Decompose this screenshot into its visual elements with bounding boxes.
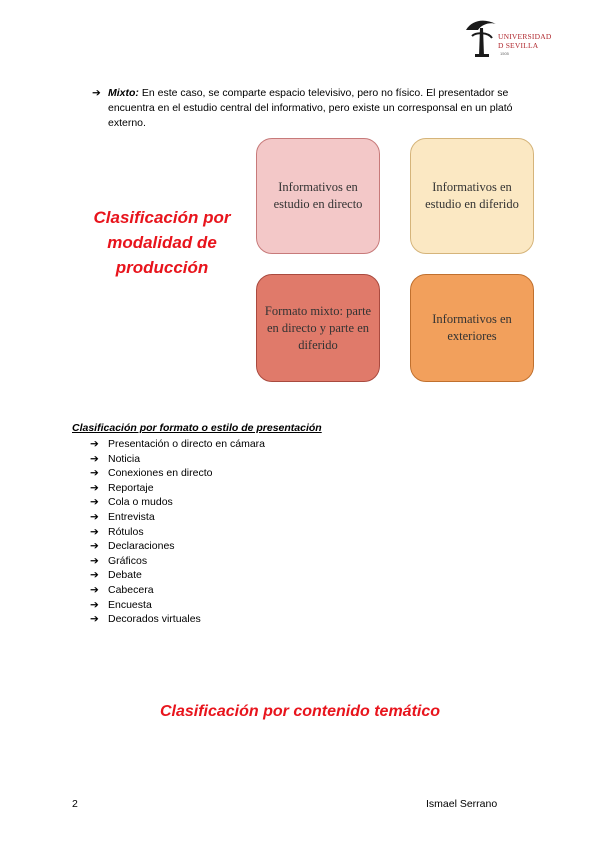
arrow-icon: ➔ — [90, 583, 99, 596]
list-item — [90, 481, 265, 496]
list-item-label: Presentación o directo en cámara — [108, 438, 266, 450]
arrow-icon: ➔ — [90, 540, 99, 553]
list-item-label: Debate — [108, 569, 142, 582]
list-item-label: Gráficos — [108, 554, 148, 567]
arrow-icon: ➔ — [90, 613, 99, 626]
box-formato-mixto: Formato mixto: parte en directo y parte en diferido — [256, 274, 380, 382]
list-item — [90, 466, 265, 481]
arrow-icon: ➔ — [90, 481, 99, 494]
page-number: 2 — [72, 798, 78, 810]
arrow-icon: ➔ — [90, 467, 99, 480]
list-item — [90, 510, 265, 525]
list-item — [90, 554, 265, 569]
logo-year: 1505 — [500, 51, 509, 56]
list-item-label: Noticia — [108, 452, 141, 465]
arrow-icon: ➔ — [90, 554, 99, 567]
intro-label: Mixto: — [108, 87, 139, 99]
intro-paragraph — [92, 86, 532, 131]
box-exteriores: Informativos en exteriores — [410, 274, 534, 382]
box-estudio-diferido: Informativos en estudio en diferido — [410, 138, 534, 254]
list-item — [90, 495, 265, 510]
formato-heading: Clasificación por formato o estilo de presentación — [72, 422, 322, 434]
arrow-icon: ➔ — [90, 496, 99, 509]
giralda-emblem-icon — [462, 14, 502, 60]
arrow-icon: ➔ — [90, 510, 99, 523]
list-item-label: Cabecera — [108, 583, 154, 596]
list-item — [90, 452, 265, 467]
university-logo — [462, 14, 562, 60]
arrow-icon: ➔ — [90, 438, 99, 450]
arrow-icon: ➔ — [90, 569, 99, 582]
list-item-label: Conexiones en directo — [108, 467, 213, 480]
list-item-label: Encuesta — [108, 598, 152, 611]
list-item-label: Entrevista — [108, 510, 155, 523]
list-item — [90, 598, 265, 613]
box-estudio-directo: Informativos en estudio en directo — [256, 138, 380, 254]
arrow-icon: ➔ — [90, 598, 99, 611]
modalidad-title: Clasificación por modalidad de producción — [93, 208, 231, 277]
author-name: Ismael Serrano — [426, 798, 498, 810]
list-item-label: Reportaje — [108, 481, 154, 494]
tema-title: Clasificación por contenido temático — [159, 703, 441, 720]
list-item-label: Declaraciones — [108, 540, 175, 553]
arrow-icon: ➔ — [92, 87, 101, 99]
list-item — [90, 525, 265, 540]
formato-list — [90, 437, 265, 627]
intro-text: En este caso, se comparte espacio televisivo, pero no físico. El presentador se encuentra en el estudio central del informativo, pero existe un corresponsal en un plató externo. — [108, 87, 513, 129]
list-item — [90, 568, 265, 583]
arrow-icon: ➔ — [90, 525, 99, 538]
list-item — [90, 583, 265, 598]
list-item — [90, 612, 265, 627]
list-item-label: Cola o mudos — [108, 496, 173, 509]
list-item — [90, 539, 265, 554]
arrow-icon: ➔ — [90, 452, 99, 465]
list-item-label: Rótulos — [108, 525, 144, 538]
list-item-label: Decorados virtuales — [108, 613, 201, 626]
logo-wordmark: UNIVERSIDAD D SEVILLA — [498, 32, 552, 50]
list-item — [90, 437, 265, 452]
